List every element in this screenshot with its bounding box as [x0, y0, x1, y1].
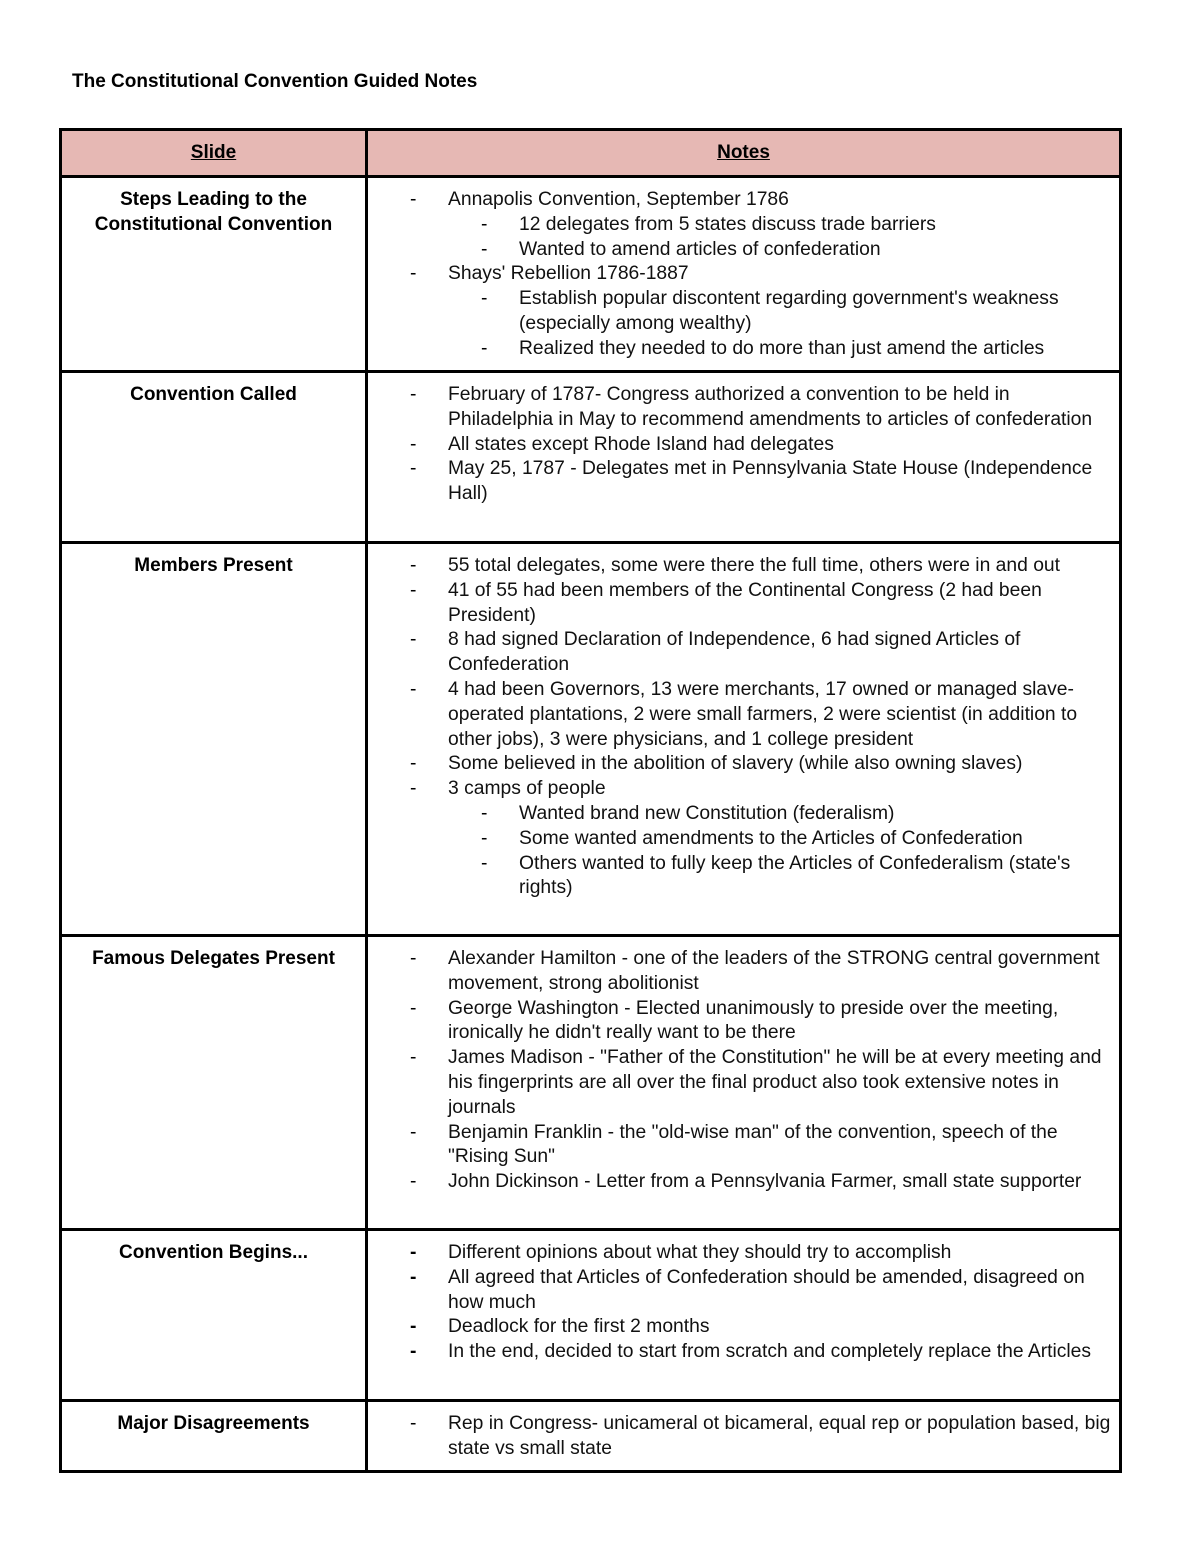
- note-text: February of 1787- Congress authorized a convention to be held in Philadelphia in May to recommend amendments to articles of confederation: [448, 384, 1093, 430]
- sub-note-text: 12 delegates from 5 states discuss trade barriers: [519, 213, 936, 235]
- note-item: [368, 1315, 1111, 1340]
- note-item: [368, 1046, 1111, 1120]
- dash-bullet-icon: -: [410, 1266, 417, 1288]
- note-text: Annapolis Convention, September 1786: [448, 189, 789, 210]
- note-text: Rep in Congress- unicameral ot bicameral, equal rep or population based, big state vs small state: [448, 1413, 1111, 1459]
- notes-list: [368, 188, 1111, 362]
- notes-list: [368, 1241, 1111, 1365]
- sub-note-text: Realized they needed to do more than just amend the articles: [519, 337, 1045, 359]
- dash-bullet-icon: -: [410, 1413, 417, 1434]
- slide-column-header: Slide: [61, 130, 367, 177]
- note-item: [368, 1170, 1111, 1195]
- sub-note-item: [368, 238, 1111, 263]
- note-item: [368, 383, 1111, 433]
- sub-note-item: [368, 337, 1111, 362]
- dash-bullet-icon: -: [410, 1047, 417, 1069]
- dash-bullet-icon: -: [410, 1121, 417, 1143]
- dash-bullet-icon: -: [410, 1316, 417, 1338]
- notes-cell: [367, 936, 1121, 1230]
- note-text: All agreed that Articles of Confederation should be amended, disagreed on how much: [448, 1266, 1085, 1313]
- table-header-row: [61, 130, 1121, 177]
- slide-title-cell: Major Disagreements: [61, 1401, 367, 1472]
- note-text: All states except Rhode Island had delegates: [448, 433, 834, 455]
- notes-column-header: Notes: [367, 130, 1121, 177]
- sub-note-text: Some wanted amendments to the Articles of Confederation: [519, 827, 1023, 849]
- note-item: [368, 457, 1111, 507]
- dash-bullet-icon: -: [481, 852, 488, 874]
- note-item: [368, 433, 1111, 458]
- dash-bullet-icon: -: [481, 288, 488, 310]
- dash-bullet-icon: -: [410, 263, 417, 285]
- dash-bullet-icon: -: [481, 213, 488, 235]
- note-item: [368, 188, 1111, 262]
- document-title: The Constitutional Convention Guided Notes: [72, 71, 478, 92]
- dash-bullet-icon: -: [410, 579, 417, 601]
- note-item: [368, 628, 1111, 678]
- notes-cell: [367, 372, 1121, 543]
- sub-note-item: [368, 852, 1111, 902]
- note-item: [368, 262, 1111, 361]
- dash-bullet-icon: -: [481, 337, 488, 359]
- table-row: [61, 1230, 1121, 1401]
- dash-bullet-icon: -: [410, 1341, 417, 1363]
- dash-bullet-icon: -: [410, 678, 417, 700]
- note-item: [368, 947, 1111, 997]
- note-text: John Dickinson - Letter from a Pennsylvania Farmer, small state supporter: [448, 1171, 1082, 1193]
- notes-cell: [367, 543, 1121, 936]
- note-text: 4 had been Governors, 13 were merchants, 17 owned or managed slave-operated plantations, 2 were small farmers, 2 were scientist (in addition to other jobs), 3 were physicians, and 1 college president: [448, 678, 1078, 750]
- sub-note-item: [368, 213, 1111, 238]
- notes-list: [368, 947, 1111, 1195]
- dash-bullet-icon: -: [481, 802, 488, 824]
- note-item: [368, 554, 1111, 579]
- dash-bullet-icon: -: [410, 1171, 417, 1193]
- notes-cell: [367, 177, 1121, 372]
- slide-title-cell: Convention Called: [61, 372, 367, 543]
- slide-title-cell: Steps Leading to the Constitutional Convention: [61, 177, 367, 372]
- notes-cell: [367, 1230, 1121, 1401]
- sub-note-text: Wanted brand new Constitution (federalism): [519, 802, 895, 824]
- dash-bullet-icon: -: [410, 997, 417, 1019]
- dash-bullet-icon: -: [410, 384, 417, 405]
- guided-notes-table: [59, 128, 1122, 1473]
- dash-bullet-icon: -: [481, 827, 488, 849]
- table-row: [61, 177, 1121, 372]
- dash-bullet-icon: -: [410, 1242, 417, 1263]
- dash-bullet-icon: -: [410, 433, 417, 455]
- note-text: 55 total delegates, some were there the full time, others were in and out: [448, 555, 1060, 576]
- note-text: Shays' Rebellion 1786-1887: [448, 263, 689, 285]
- sub-note-item: [368, 827, 1111, 852]
- sub-note-item: [368, 287, 1111, 337]
- note-text: Alexander Hamilton - one of the leaders of the STRONG central government movement, strong abolitionist: [448, 948, 1100, 994]
- slide-title-cell: Famous Delegates Present: [61, 936, 367, 1230]
- table-row: [61, 543, 1121, 936]
- sub-notes-list: [448, 213, 1111, 263]
- note-text: 8 had signed Declaration of Independence, 6 had signed Articles of Confederation: [448, 629, 1021, 676]
- note-text: Deadlock for the first 2 months: [448, 1316, 710, 1338]
- sub-note-item: [368, 802, 1111, 827]
- sub-note-text: Wanted to amend articles of confederation: [519, 238, 881, 260]
- note-item: [368, 1412, 1111, 1462]
- dash-bullet-icon: -: [410, 948, 417, 969]
- notes-list: [368, 383, 1111, 507]
- dash-bullet-icon: -: [410, 629, 417, 651]
- note-item: [368, 997, 1111, 1047]
- note-text: Benjamin Franklin - the "old-wise man" of the convention, speech of the "Rising Sun": [448, 1121, 1058, 1168]
- sub-note-text: Establish popular discontent regarding government's weakness (especially among wealthy): [519, 288, 1059, 334]
- table-row: [61, 936, 1121, 1230]
- slide-title-cell: Members Present: [61, 543, 367, 936]
- note-text: James Madison - "Father of the Constitution" he will be at every meeting and his fingerprints are all over the final product also took extensive notes in journals: [448, 1047, 1102, 1118]
- note-text: 3 camps of people: [448, 778, 606, 800]
- note-item: [368, 1121, 1111, 1171]
- note-text: 41 of 55 had been members of the Continental Congress (2 had been President): [448, 579, 1042, 626]
- notes-list: [368, 554, 1111, 901]
- dash-bullet-icon: -: [481, 238, 488, 260]
- table-row: [61, 1401, 1121, 1472]
- sub-notes-list: [448, 287, 1111, 361]
- slide-title-cell: Convention Begins...: [61, 1230, 367, 1401]
- table-body: [61, 177, 1121, 1472]
- note-text: May 25, 1787 - Delegates met in Pennsylvania State House (Independence Hall): [448, 458, 1093, 505]
- dash-bullet-icon: -: [410, 189, 417, 210]
- table-row: [61, 372, 1121, 543]
- note-item: [368, 1241, 1111, 1266]
- dash-bullet-icon: -: [410, 555, 417, 576]
- note-item: [368, 777, 1111, 901]
- note-text: George Washington - Elected unanimously to preside over the meeting, ironically he didn't really want to be there: [448, 997, 1059, 1044]
- note-item: [368, 1266, 1111, 1316]
- notes-cell: [367, 1401, 1121, 1472]
- note-text: In the end, decided to start from scratch and completely replace the Articles: [448, 1341, 1092, 1363]
- note-item: [368, 752, 1111, 777]
- sub-notes-list: [448, 802, 1111, 901]
- sub-note-text: Others wanted to fully keep the Articles of Confederalism (state's rights): [519, 852, 1071, 899]
- note-item: [368, 678, 1111, 752]
- dash-bullet-icon: -: [410, 458, 417, 480]
- dash-bullet-icon: -: [410, 778, 417, 800]
- notes-list: [368, 1412, 1111, 1462]
- note-item: [368, 1340, 1111, 1365]
- dash-bullet-icon: -: [410, 753, 417, 775]
- note-text: Some believed in the abolition of slavery (while also owning slaves): [448, 753, 1023, 775]
- note-item: [368, 579, 1111, 629]
- note-text: Different opinions about what they should try to accomplish: [448, 1242, 952, 1263]
